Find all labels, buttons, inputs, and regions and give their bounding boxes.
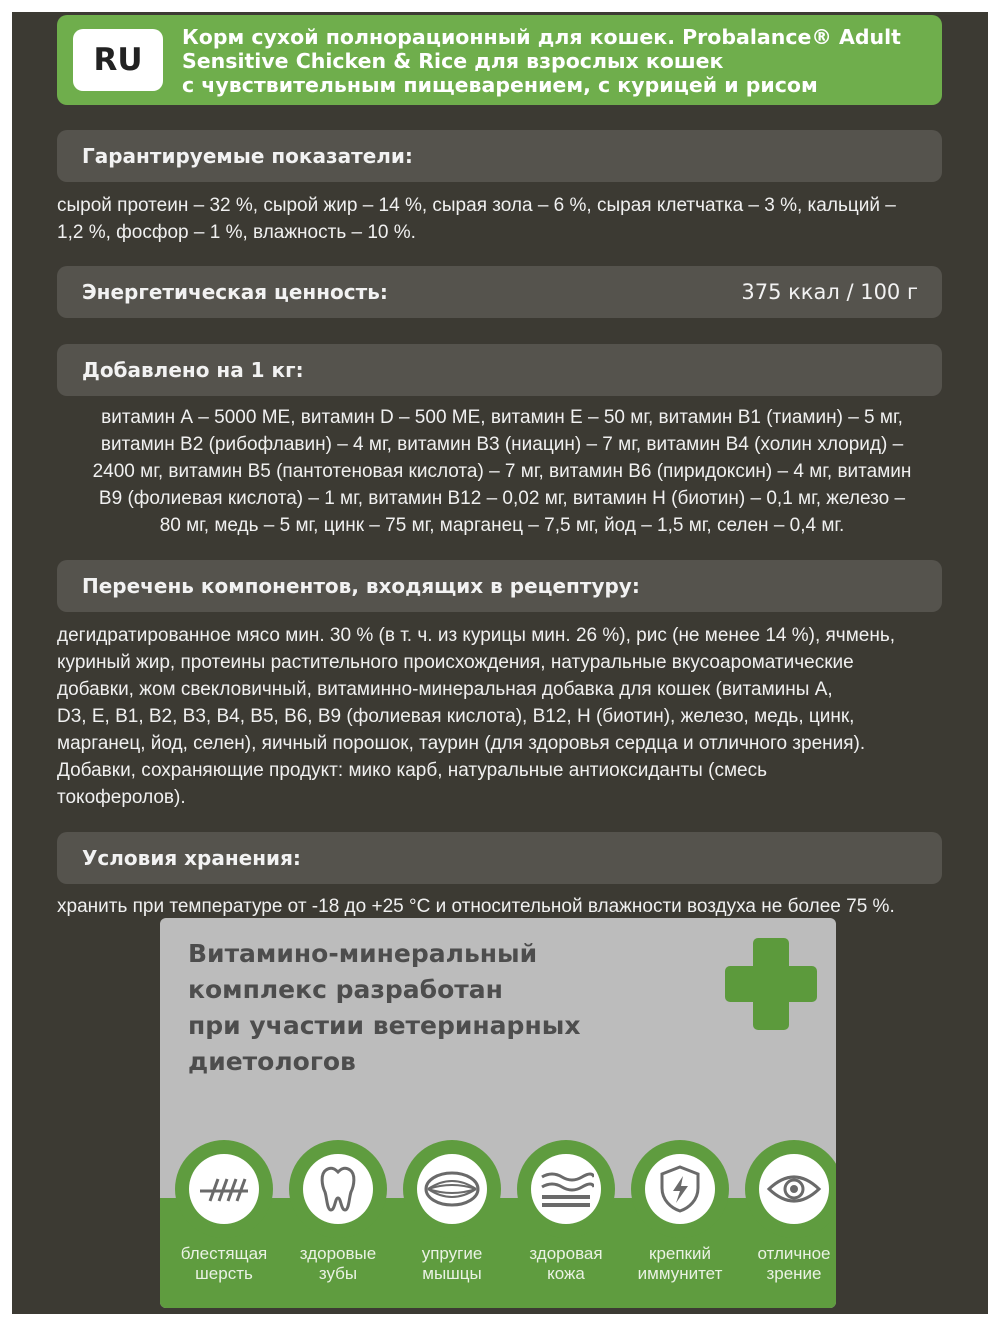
text-line: В9 (фолиевая кислота) – 1 мг, витамин В12 – 0,02 мг, витамин Н (биотин) – 0,1 мг, железо – <box>98 488 906 509</box>
eye-icon <box>759 1154 829 1224</box>
benefit-label: отличное зрение <box>757 1244 831 1283</box>
text-line: 2400 мг, витамин В5 (пантотеновая кислота) – 7 мг, витамин В6 (пиридоксин) – 4 мг, витамин <box>92 461 912 482</box>
language-badge: RU <box>73 29 163 91</box>
benefit-healthy-teeth <box>280 1140 396 1300</box>
benefit-strong-immunity <box>622 1140 738 1300</box>
benefit-elastic-muscles <box>394 1140 510 1300</box>
text-line: D3, Е, В1, В2, В3, В4, В5, В6, В9 (фолиевая кислота), В12, Н (биотин), железо, медь, цинк, <box>57 706 855 727</box>
fur-icon <box>189 1154 259 1224</box>
benefit-label: здоровые зубы <box>299 1244 377 1283</box>
text-line: 1,2 %, фосфор – 1 %, влажность – 10 %. <box>57 222 416 243</box>
tooth-icon <box>303 1154 373 1224</box>
section-title: Гарантируемые показатели: <box>82 144 413 168</box>
benefit-label: здоровая кожа <box>529 1244 603 1283</box>
benefit-healthy-skin <box>508 1140 624 1300</box>
storage-section-header <box>57 832 942 884</box>
storage-text: хранить при температуре от -18 до +25 °С и относительной влажности воздуха не более 75 %. <box>57 896 895 917</box>
guaranteed-text <box>57 192 947 246</box>
product-title <box>182 25 922 97</box>
section-title: Перечень компонентов, входящих в рецептуру: <box>82 574 640 598</box>
benefit-label: упругие мышцы <box>421 1244 483 1283</box>
benefit-label: блестящая шерсть <box>180 1244 268 1283</box>
text-line: витамин В2 (рибофлавин) – 4 мг, витамин В3 (ниацин) – 7 мг, витамин В4 (холин хлорид) – <box>100 434 904 455</box>
card-title-line: Витамино-минеральный <box>188 939 538 968</box>
text-line: сырой протеин – 32 %, сырой жир – 14 %, сырая зола – 6 %, сырая клетчатка – 3 %, кальций – <box>57 195 896 216</box>
text-line: 80 мг, медь – 5 мг, цинк – 75 мг, марганец – 7,5 мг, йод – 1,5 мг, селен – 0,4 мг. <box>159 515 845 536</box>
product-info-panel <box>12 12 988 1314</box>
text-line: дегидратированное мясо мин. 30 % (в т. ч. из курицы мин. 26 %), рис (не менее 14 %), ячмень, <box>57 625 895 646</box>
text-line: витамин А – 5000 МЕ, витамин D – 500 МЕ, витамин Е – 50 мг, витамин В1 (тиамин) – 5 мг, <box>101 407 903 428</box>
section-title: Добавлено на 1 кг: <box>82 358 304 382</box>
section-title: Условия хранения: <box>82 846 301 870</box>
ingredients-section-header <box>57 560 942 612</box>
muscle-icon <box>417 1154 487 1224</box>
benefit-shiny-fur <box>166 1140 282 1300</box>
added-section-header <box>57 344 942 396</box>
text-line: добавки, жом свекловичный, витаминно-минеральная добавка для кошек (витамины А, <box>57 679 833 700</box>
benefit-excellent-vision <box>736 1140 836 1300</box>
card-title-line: комплекс разработан <box>188 975 503 1004</box>
ingredients-text <box>57 622 957 811</box>
vet-complex-title <box>188 936 628 1080</box>
text-line: токоферолов). <box>57 787 186 808</box>
product-title-line: Sensitive Chicken & Rice для взрослых кошек <box>182 49 724 73</box>
shield-icon <box>645 1154 715 1224</box>
text-line: марганец, йод, селен), яичный порошок, таурин (для здоровья сердца и отличного зрения). <box>57 733 866 754</box>
card-title-line: диетологов <box>188 1047 356 1076</box>
energy-section-header <box>57 266 942 318</box>
plus-cross-icon <box>725 938 817 1030</box>
card-title-line: при участии ветеринарных <box>188 1011 581 1040</box>
skin-icon <box>531 1154 601 1224</box>
added-text <box>52 404 952 539</box>
product-title-line: Корм сухой полнорационный для кошек. Probalance® Adult <box>182 25 901 49</box>
benefit-label: крепкий иммунитет <box>637 1244 723 1283</box>
section-title: Энергетическая ценность: <box>82 280 388 304</box>
product-header <box>57 15 942 105</box>
vet-complex-card <box>160 918 836 1308</box>
guaranteed-section-header <box>57 130 942 182</box>
product-title-line: с чувствительным пищеварением, с курицей и рисом <box>182 73 818 97</box>
energy-value: 375 ккал / 100 г <box>741 280 918 304</box>
text-line: Добавки, сохраняющие продукт: мико карб, натуральные антиоксиданты (смесь <box>57 760 767 781</box>
text-line: куриный жир, протеины растительного происхождения, натуральные вкусоароматические <box>57 652 854 673</box>
